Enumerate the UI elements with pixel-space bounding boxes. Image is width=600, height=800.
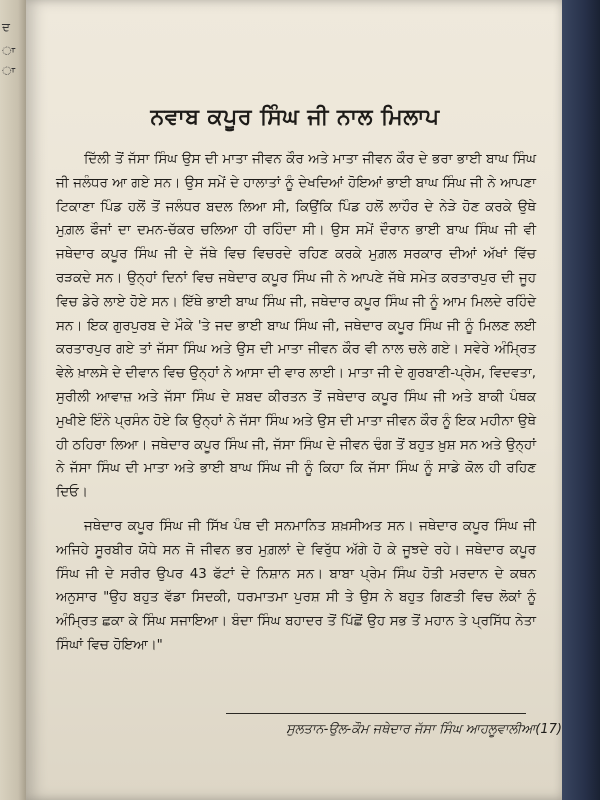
page-footer: ਸੁਲਤਾਨ-ਉਲ-ਕੌਮ ਜਥੇਦਾਰ ਜੱਸਾ ਸਿੰਘ ਆਹਲੂਵਾਲੀਆ(17) — [286, 722, 562, 737]
previous-page-fragment: ਾ — [2, 44, 16, 58]
paragraph: ਦਿੱਲੀ ਤੋਂ ਜੱਸਾ ਸਿੰਘ ਉਸ ਦੀ ਮਾਤਾ ਜੀਵਨ ਕੌਰ ਅਤੇ ਮਾਤਾ ਜੀਵਨ ਕੌਰ ਦੇ ਭਰਾ ਭਾਈ ਬਾਘ ਸਿੰਘ ਜੀ ਜਲੰਧਰ ਆ ਗਏ ਸਨ। ਉਸ ਸਮੇਂ ਦੇ ਹਾਲਾਤਾਂ ਨੂੰ ਦੇਖਦਿਆਂ ਹੋਇਆਂ ਭਾਈ ਬਾਘ ਸਿੰਘ ਜੀ ਨੇ ਆਪਣਾ ਟਿਕਾਣਾ ਪਿੰਡ ਹਲੋਂ ਤੋਂ ਜਲੰਧਰ ਬਦਲ ਲਿਆ ਸੀ, ਕਿਉਂਕਿ ਪਿੰਡ ਹਲੋਂ ਲਾਹੌਰ ਦੇ ਨੇੜੇ ਹੋਣ ਕਰਕੇ ਉਥੇ ਮੁਗ਼ਲ ਫੌਜਾਂ ਦਾ ਦਮਨ-ਚੱਕਰ ਚਲਿਆ ਹੀ ਰਹਿੰਦਾ ਸੀ। ਉਸ ਸਮੇਂ ਦੌਰਾਨ ਭਾਈ ਬਾਘ ਸਿੰਘ ਜੀ ਵੀ ਜਥੇਦਾਰ ਕਪੂਰ ਸਿੰਘ ਜੀ ਦੇ ਜੱਥੇ ਵਿਚ ਵਿਚਰਦੇ ਰਹਿਣ ਕਰਕੇ ਮੁਗ਼ਲ ਸਰਕਾਰ ਦੀਆਂ ਅੱਖਾਂ ਵਿੱਚ ਰੜਕਦੇ ਸਨ। ਉਨ੍ਹਾਂ ਦਿਨਾਂ ਵਿਚ ਜਥੇਦਾਰ ਕਪੂਰ ਸਿੰਘ ਜੀ ਨੇ ਆਪਣੇ ਜੱਥੇ ਸਮੇਤ ਕਰਤਾਰਪੁਰ ਦੀ ਜੂਹ ਵਿਚ ਡੇਰੇ ਲਾਏ ਹੋਏ ਸਨ। ਇੱਥੇ ਭਾਈ ਬਾਘ ਸਿੰਘ ਜੀ, ਜਥੇਦਾਰ ਕਪੂਰ ਸਿੰਘ ਜੀ ਨੂੰ ਆਮ ਮਿਲਦੇ ਰਹਿੰਦੇ ਸਨ। ਇਕ ਗੁਰਪੁਰਬ ਦੇ ਮੌਕੇ 'ਤੇ ਜਦ ਭਾਈ ਬਾਘ ਸਿੰਘ ਜੀ, ਜਥੇਦਾਰ ਕਪੂਰ ਸਿੰਘ ਜੀ ਨੂੰ ਮਿਲਣ ਲਈ ਕਰਤਾਰਪੁਰ ਗਏ ਤਾਂ ਜੱਸਾ ਸਿੰਘ ਅਤੇ ਉਸ ਦੀ ਮਾਤਾ ਜੀਵਨ ਕੌਰ ਵੀ ਨਾਲ ਚਲੇ ਗਏ। ਸਵੇਰੇ ਅੰਮ੍ਰਿਤ ਵੇਲੇ ਖ਼ਾਲਸੇ ਦੇ ਦੀਵਾਨ ਵਿਚ ਉਨ੍ਹਾਂ ਨੇ ਆਸਾ ਦੀ ਵਾਰ ਲਾਈ। ਮਾਤਾ ਜੀ ਦੇ ਗੁਰਬਾਣੀ-ਪ੍ਰੇਮ, ਵਿਦਵਤਾ, ਸੁਰੀਲੀ ਆਵਾਜ਼ ਅਤੇ ਜੱਸਾ ਸਿੰਘ ਦੇ ਸ਼ਬਦ ਕੀਰਤਨ ਤੋਂ ਜਥੇਦਾਰ ਕਪੂਰ ਸਿੰਘ ਜੀ ਅਤੇ ਬਾਕੀ ਪੰਥਕ ਮੁਖੀਏ ਇੰਨੇ ਪ੍ਰਸੰਨ ਹੋਏ ਕਿ ਉਨ੍ਹਾਂ ਨੇ ਜੱਸਾ ਸਿੰਘ ਅਤੇ ਉਸ ਦੀ ਮਾਤਾ ਜੀਵਨ ਕੌਰ ਨੂੰ ਇਕ ਮਹੀਨਾ ਉਥੇ ਹੀ ਠਹਿਰਾ ਲਿਆ। ਜਥੇਦਾਰ ਕਪੂਰ ਸਿੰਘ ਜੀ, ਜੱਸਾ ਸਿੰਘ ਦੇ ਜੀਵਨ ਢੰਗ ਤੋਂ ਬਹੁਤ ਖ਼ੁਸ਼ ਸਨ ਅਤੇ ਉਨ੍ਹਾਂ ਨੇ ਜੱਸਾ ਸਿੰਘ ਦੀ ਮਾਤਾ ਅਤੇ ਭਾਈ ਬਾਘ ਸਿੰਘ ਜੀ ਨੂੰ ਕਿਹਾ ਕਿ ਜੱਸਾ ਸਿੰਘ ਨੂੰ ਸਾਡੇ ਕੋਲ ਹੀ ਰਹਿਣ ਦਿਓ। — [56, 152, 536, 501]
body-text — [56, 148, 536, 658]
footer-divider — [226, 713, 526, 714]
previous-page-fragment: ਾ — [2, 64, 16, 78]
book-cover-edge — [562, 0, 600, 800]
cover-mark — [572, 6, 594, 36]
previous-page-edge — [0, 0, 26, 800]
previous-page-fragment: ਦ — [2, 20, 10, 34]
page-title: ਨਵਾਬ ਕਪੂਰ ਸਿੰਘ ਜੀ ਨਾਲ ਮਿਲਾਪ — [150, 105, 440, 130]
book-page — [26, 0, 564, 800]
paragraph: ਜਥੇਦਾਰ ਕਪੂਰ ਸਿੰਘ ਜੀ ਸਿੱਖ ਪੰਥ ਦੀ ਸਨਮਾਨਿਤ ਸ਼ਖ਼ਸੀਅਤ ਸਨ। ਜਥੇਦਾਰ ਕਪੂਰ ਸਿੰਘ ਜੀ ਅਜਿਹੇ ਸੂਰਬੀਰ ਯੋਧੇ ਸਨ ਜੋ ਜੀਵਨ ਭਰ ਮੁਗ਼ਲਾਂ ਦੇ ਵਿਰੁੱਧ ਅੱਗੇ ਹੋ ਕੇ ਜੂਝਦੇ ਰਹੇ। ਜਥੇਦਾਰ ਕਪੂਰ ਸਿੰਘ ਜੀ ਦੇ ਸਰੀਰ ਉਪਰ 43 ਫੱਟਾਂ ਦੇ ਨਿਸ਼ਾਨ ਸਨ। ਬਾਬਾ ਪ੍ਰੇਮ ਸਿੰਘ ਹੋਤੀ ਮਰਦਾਨ ਦੇ ਕਥਨ ਅਨੁਸਾਰ "ਉਹ ਬਹੁਤ ਵੱਡਾ ਸਿਦਕੀ, ਧਰਮਾਤਮਾ ਪੁਰਸ਼ ਸੀ ਤੇ ਉਸ ਨੇ ਬਹੁਤ ਗਿਣਤੀ ਵਿਚ ਲੋਕਾਂ ਨੂੰ ਅੰਮ੍ਰਿਤ ਛਕਾ ਕੇ ਸਿੰਘ ਸਜਾਇਆ। ਬੰਦਾ ਸਿੰਘ ਬਹਾਦਰ ਤੋਂ ਪਿੱਛੋਂ ਉਹ ਸਭ ਤੋਂ ਮਹਾਨ ਤੇ ਪ੍ਰਸਿੱਧ ਨੇਤਾ ਸਿੰਘਾਂ ਵਿਚ ਹੋਇਆ।" — [56, 518, 536, 653]
